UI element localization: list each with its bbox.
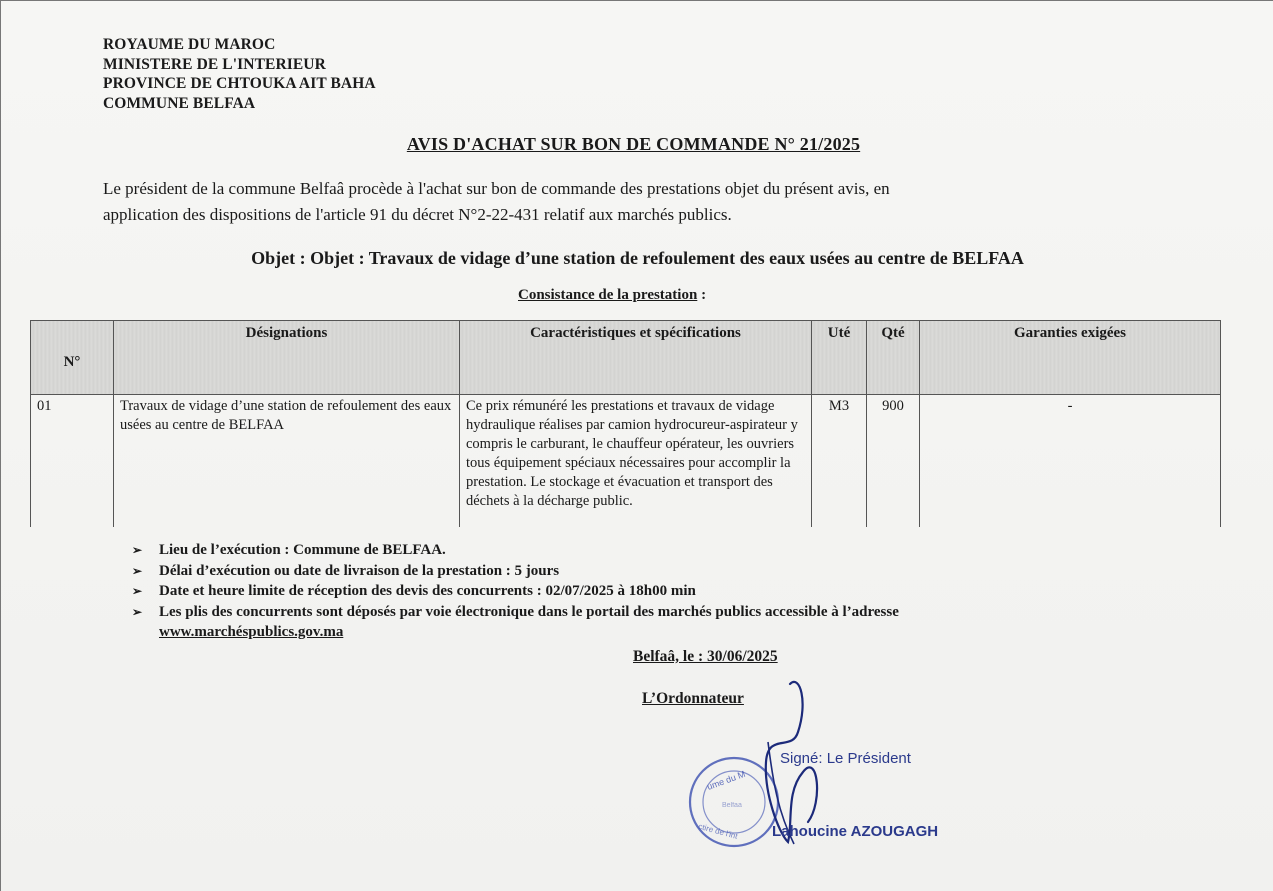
letterhead: [103, 35, 376, 113]
list-item: [132, 602, 899, 623]
condition-date-limite: Date et heure limite de réception des devis des concurrents : 02/07/2025 à 18h00 min: [159, 583, 696, 599]
place-date: Belfaâ, le : 30/06/2025: [633, 648, 778, 665]
arrow-bullet-icon: ➢: [132, 604, 143, 619]
col-header-no: N°: [31, 321, 114, 395]
signed-president: Signé: Le Président: [780, 750, 911, 767]
table-row: [31, 395, 1221, 528]
condition-plis: Les plis des concurrents sont déposés par voie électronique dans le portail des marchés publics accessible à l’adresse: [159, 603, 899, 620]
list-item: [132, 540, 899, 561]
consistance-suffix: :: [697, 287, 707, 303]
list-item: [132, 581, 899, 602]
col-header-quantite: Qté: [867, 321, 920, 395]
cell-no: 01: [31, 395, 114, 528]
ordonnateur-label: L’Ordonnateur: [642, 690, 744, 707]
table-header-row: [31, 321, 1221, 395]
svg-text:ctire de l'int: ctire de l'int: [697, 821, 739, 841]
letterhead-province: PROVINCE DE CHTOUKA AIT BAHA: [103, 75, 376, 92]
cell-garanties: -: [920, 395, 1221, 528]
object-line: [0, 248, 1273, 269]
cell-unite: M3: [812, 395, 867, 528]
col-header-garanties: Garanties exigées: [920, 321, 1221, 395]
conditions-list: [132, 540, 899, 643]
intro-line-2: application des dispositions de l'article 91 du décret N°2-22-431 relatif aux marchés publics.: [103, 205, 732, 224]
svg-text:ume du M: ume du M: [705, 768, 747, 792]
letterhead-kingdom: ROYAUME DU MAROC: [103, 36, 276, 53]
consistance-label: Consistance de la prestation: [518, 287, 698, 303]
condition-delai: Délai d’exécution ou date de livraison de la prestation : 5 jours: [159, 562, 560, 579]
col-header-unite: Uté: [812, 321, 867, 395]
cell-quantite: 900: [867, 395, 920, 528]
arrow-bullet-icon: ➢: [132, 584, 143, 598]
object-text: Objet : Objet : Travaux de vidage d’une station de refoulement des eaux usées au centre de BELFAA: [251, 248, 1024, 268]
list-item: [132, 561, 899, 582]
intro-line-1: Le président de la commune Belfaâ procède à l'achat sur bon de commande des prestations objet du présent avis, en: [103, 179, 890, 198]
arrow-bullet-icon: ➢: [132, 563, 143, 578]
condition-lieu: Lieu de l’exécution : Commune de BELFAA.: [159, 542, 446, 558]
list-item: [132, 622, 899, 643]
consistance-heading: [518, 287, 706, 304]
prestation-table: [30, 320, 1221, 527]
letterhead-ministry: MINISTERE DE L'INTERIEUR: [103, 55, 326, 73]
intro-paragraph: [103, 176, 1103, 228]
notice-title: [0, 134, 1273, 155]
cell-caracteristiques: Ce prix rémunéré les prestations et travaux de vidage hydraulique réalises par camion hydrocureur-aspirateur y compris le carburant, le chauffeur opérateur, les ouvriers tous équipement spéciaux nécessaires pour accomplir la prestation. Le stockage et évacuation et transport des déchets à la décharge public.: [460, 395, 812, 528]
letterhead-commune: COMMUNE BELFAA: [103, 94, 256, 112]
arrow-bullet-icon: ➢: [132, 543, 143, 557]
col-header-designations: Désignations: [114, 321, 460, 395]
cell-designation: Travaux de vidage d’une station de refoulement des eaux usées au centre de BELFAA: [114, 395, 460, 528]
signer-name: Lahoucine AZOUGAGH: [772, 823, 939, 840]
portal-link[interactable]: www.marchéspublics.gov.ma: [159, 624, 344, 640]
col-header-caracteristiques: Caractéristiques et spécifications: [460, 321, 812, 395]
svg-text:Belfaa: Belfaa: [722, 802, 742, 809]
notice-title-text: AVIS D'ACHAT SUR BON DE COMMANDE N° 21/2025: [406, 134, 861, 154]
